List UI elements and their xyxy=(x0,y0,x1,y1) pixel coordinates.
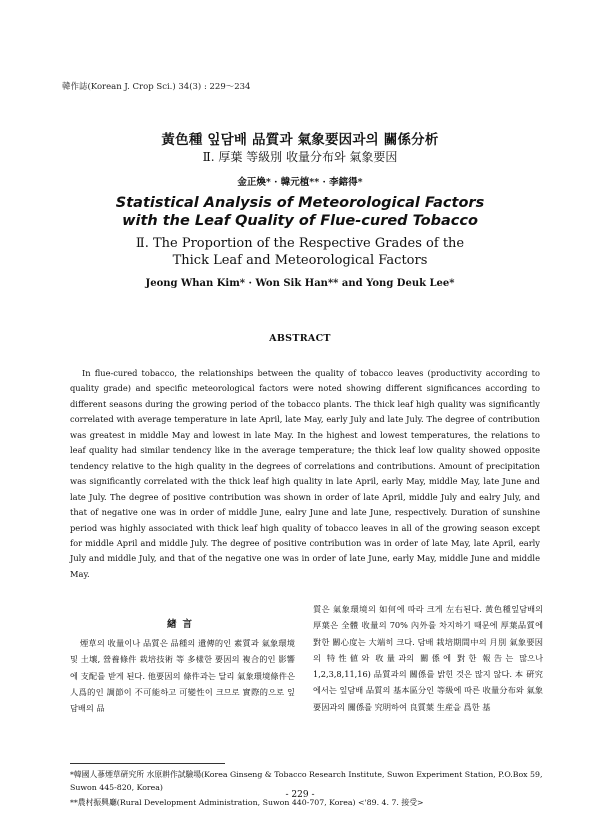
footnote-affiliation-2: **農村振興廳(Rural Development Administration, Suwon 440-707, Korea) <'89. 4. 7. 接受> xyxy=(70,798,424,807)
korean-authors: 金正煥* · 韓元植** · 李鎔得* xyxy=(237,177,363,188)
english-subtitle-line2: Thick Leaf and Meteorological Factors xyxy=(172,253,428,268)
introduction-heading: 緖言 xyxy=(166,619,198,630)
english-title-line2: with the Leaf Quality of Flue-cured Tobacco xyxy=(122,213,478,229)
english-subtitle-line1: Ⅱ. The Proportion of the Respective Grades of the xyxy=(135,236,465,251)
footnote-divider xyxy=(70,763,225,764)
journal-reference: 韓作誌(Korean J. Crop Sci.) 34(3) : 229～234 xyxy=(62,82,251,92)
english-authors: Jeong Whan Kim* · Won Sik Han** and Yong Deuk Lee* xyxy=(145,278,455,289)
english-subtitle xyxy=(0,235,600,269)
korean-subtitle: Ⅱ. 厚葉 等級別 收量分布와 氣象要因 xyxy=(202,150,398,164)
korean-title: 黃色種 잎담배 品質과 氣象要因과의 關係分析 xyxy=(161,132,439,148)
abstract-text: In flue-cured tobacco, the relationships between the quality of tobacco leaves (productivity according to quality grade) and specific meteorological factors were noted showing different significances according to different seasons during the growing period of the tobacco plants. The thick leaf high quality was significantly correlated with average temperature in late April, late May, early July and late July. The degree of contribution was greatest in middle May and lowest in late May. In the highest and lowest temperatures, the relations to leaf quality had similar tendency like in the average temperature; the thick leaf low quality showed opposite tendency relative to the high quality in the degrees of correlations and contributions. Amount of precipitation was significantly correlated with the thick leaf high quality in late April, early May, middle May, late June and late July. The degree of positive contribution was shown in order of late April, middle July and ealry July, and that of negative one was in order of middle June, ealry June and late June, respectively. Duration of sunshine period was highly associated with thick leaf high quality of tobacco leaves in all of the growing season except for middle April and middle July. The degree of positive contribution was in order of late May, late April, early July and middle July, and that of the negative one was in order of late June, early May, middle June and middle May. xyxy=(70,368,540,579)
footnote-affiliation-1: *韓國人蔘煙草硏究所 水原耕作試驗場(Korea Ginseng & Tobacco Research Institute, Suwon Experiment Station, P.O.Box 59, Suwon 445-820, Korea) xyxy=(70,770,543,792)
english-title xyxy=(0,194,600,230)
english-title-line1: Statistical Analysis of Meteorological Factors xyxy=(115,195,485,211)
page-number: - 229 - xyxy=(285,790,315,800)
introduction-right-column: 質은 氣象環境의 如何에 따라 크게 左右된다. 黃色種잎담배의 厚葉은 全體 收量의 70% 內外를 차지하기 때문에 厚葉品質에 對한 關心度는 大端히 크다. 담배 栽培期間中의 月別 氣象要因의 特性値와 收量과의 關係에 對한 報告는 많으나1,2,3,8,11,16) 品質과의 關係를 밝힌 것은 많지 않다. 本 硏究에서는 잎담배 品質의 基本區分인 等級에 따른 收量分布와 氣象要因과의 關係를 究明하여 良質葉 生産을 爲한 基 xyxy=(313,604,543,712)
abstract-heading: ABSTRACT xyxy=(269,333,331,344)
introduction-left-column: 煙草의 收量이나 品質은 品種의 遺傳的인 素質과 氣象環境 및 土壤, 營養條件 栽培技術 等 多樣한 要因의 複合的인 影響에 支配를 받게 된다. 他要因의 條件과는 달리 氣象環境條件은 人爲的인 調節이 不可能하고 可變性이 크므로 實際的으로 잎담배의 品 xyxy=(70,638,295,714)
